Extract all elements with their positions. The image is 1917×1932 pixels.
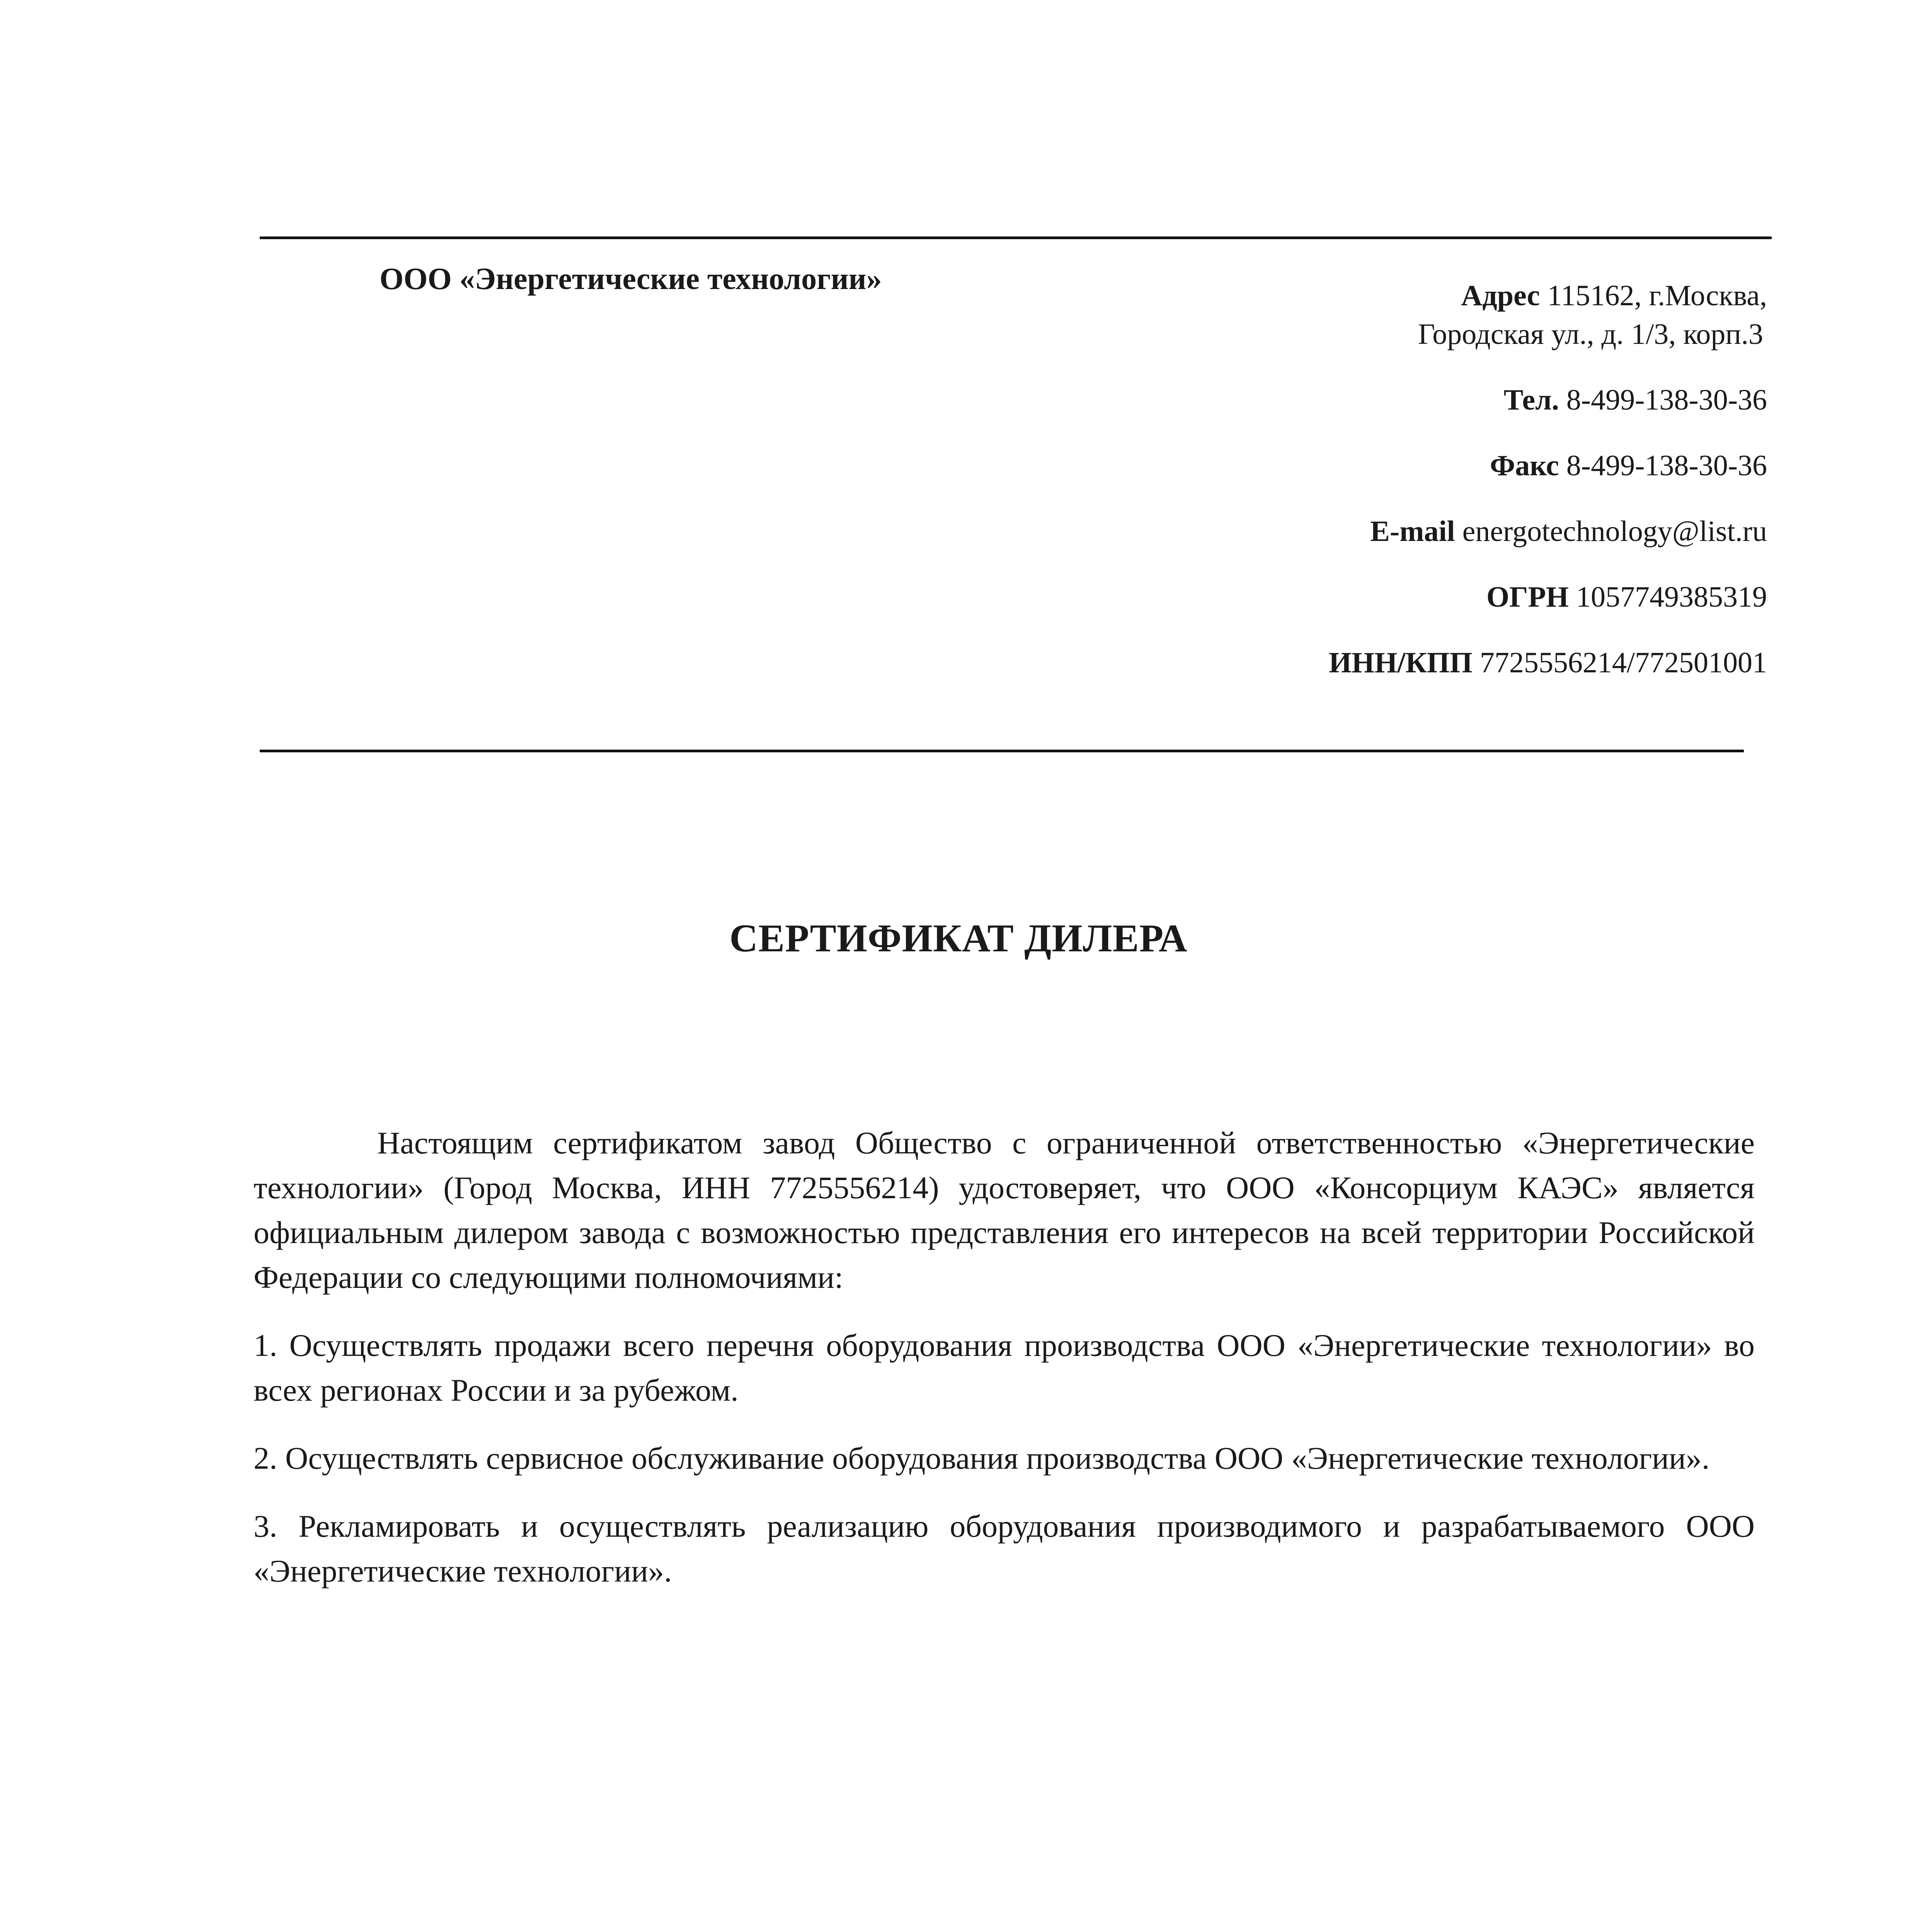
contact-block [1071, 263, 1767, 696]
ogrn-line [1071, 564, 1767, 630]
fax-line [1071, 433, 1767, 498]
document-body [254, 1121, 1755, 1617]
header-bottom-rule [260, 750, 1744, 752]
inn-line [1071, 630, 1767, 696]
email-line [1071, 498, 1767, 564]
phone-value: 8-499-138-30-36 [1566, 384, 1767, 416]
email-value: energotechnology@list.ru [1462, 515, 1767, 548]
inn-label: ИНН/КПП [1329, 646, 1473, 679]
authority-item-2: 2. Осуществлять сервисное обслуживание оборудования производства ООО «Энергетические технологии». [254, 1440, 1710, 1476]
phone-line [1071, 367, 1767, 433]
email-label: E-mail [1370, 515, 1455, 548]
intro-paragraph: Настоящим сертификатом завод Общество с ограниченной ответственностью «Энергетические технологии» (Город Москва, ИНН 7725556214) удостоверяет, что ООО «Консорциум КАЭС» является официальным дилером завода с возможностью представления его интересов на всей территории Российской Федерации со следующими полномочиями: [254, 1125, 1755, 1295]
phone-label: Тел. [1503, 384, 1559, 416]
ogrn-value: 1057749385319 [1576, 581, 1767, 613]
ogrn-label: ОГРН [1486, 581, 1569, 613]
authority-item-3: 3. Рекламировать и осуществлять реализацию оборудования производимого и разрабатываемого ООО «Энергетические технологии». [254, 1509, 1755, 1588]
address-line-2: Городская ул., д. 1/3, корп.3 [1418, 318, 1763, 350]
address-value: 115162, г.Москва, [1547, 279, 1767, 312]
company-name: ООО «Энергетические технологии» [380, 262, 882, 296]
header-top-rule [260, 236, 1772, 239]
document-title: СЕРТИФИКАТ ДИЛЕРА [729, 917, 1188, 960]
inn-value: 7725556214/772501001 [1479, 646, 1767, 679]
address-label: Адрес [1461, 279, 1540, 312]
fax-label: Факс [1490, 449, 1559, 482]
fax-value: 8-499-138-30-36 [1566, 449, 1767, 482]
authority-item-1: 1. Осуществлять продажи всего перечня оборудования производства ООО «Энергетические технологии» во всех регионах России и за рубежом. [254, 1328, 1755, 1408]
